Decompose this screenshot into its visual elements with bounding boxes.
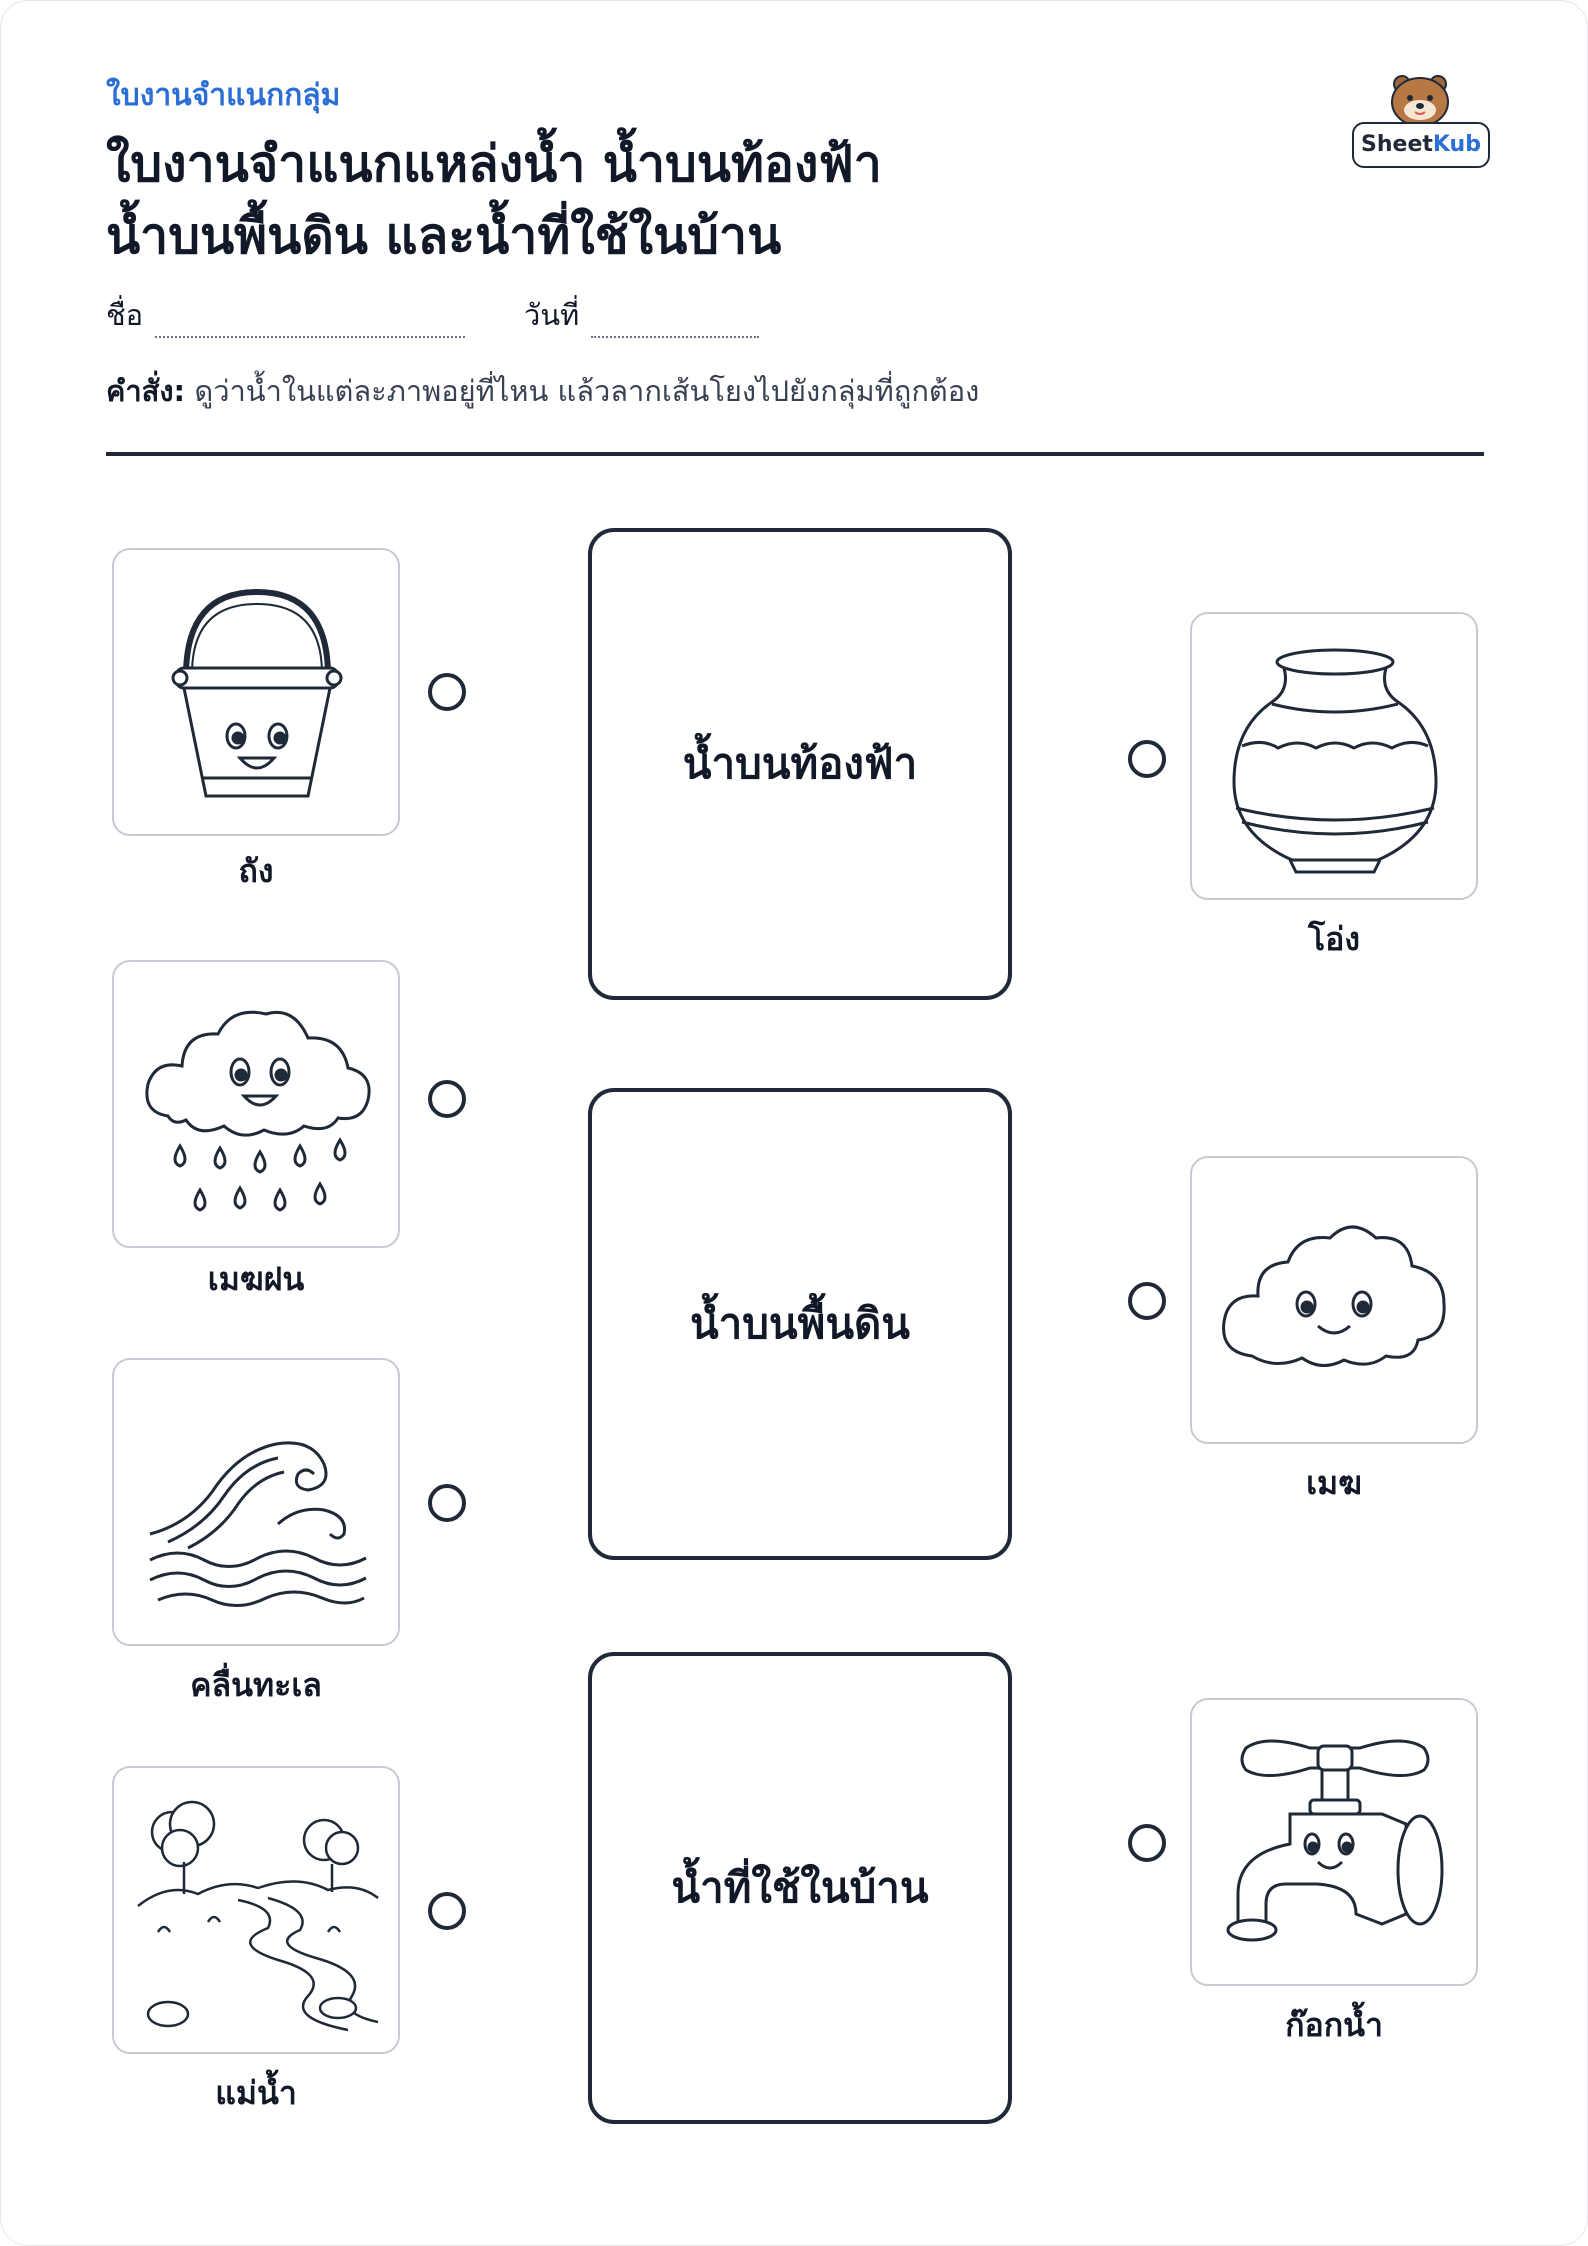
sheetkub-logo [1352, 66, 1488, 166]
title-line-2: น้ำบนพื้นดิน และน้ำที่ใช้ในบ้าน [106, 207, 782, 265]
connector-dot-river[interactable] [428, 1892, 466, 1930]
date-field[interactable] [524, 292, 759, 338]
label-cloud: เมฆ [1306, 1464, 1362, 1502]
name-field[interactable] [106, 292, 465, 338]
logo-badge: SheetKub [1352, 122, 1490, 168]
connector-dot-rain-cloud[interactable] [428, 1080, 466, 1118]
bucket-icon [128, 564, 386, 822]
name-label: ชื่อ [106, 298, 144, 332]
water-jar-icon [1206, 628, 1464, 886]
card-rain-cloud [112, 960, 400, 1248]
faucet-icon [1206, 1714, 1464, 1972]
connector-dot-faucet[interactable] [1128, 1824, 1166, 1862]
group-ground-water[interactable]: น้ำบนพื้นดิน [588, 1088, 1012, 1560]
label-sea-wave: คลื่นทะเล [190, 1666, 322, 1704]
card-river [112, 1766, 400, 2054]
title-line-1: ใบงานจำแนกแหล่งน้ำ น้ำบนท้องฟ้า [106, 135, 882, 193]
connector-dot-cloud[interactable] [1128, 1282, 1166, 1320]
date-label: วันที่ [524, 298, 580, 332]
river-icon [128, 1782, 386, 2040]
card-faucet [1190, 1698, 1478, 1986]
card-sea-wave [112, 1358, 400, 1646]
instruction [106, 368, 979, 414]
instruction-label: คำสั่ง: [106, 374, 186, 408]
group-sky-water[interactable]: น้ำบนท้องฟ้า [588, 528, 1012, 1000]
connector-dot-water-jar[interactable] [1128, 740, 1166, 778]
label-faucet: ก๊อกน้ำ [1285, 2006, 1383, 2044]
cloud-icon [1206, 1172, 1464, 1430]
card-cloud [1190, 1156, 1478, 1444]
rain-cloud-icon [128, 976, 386, 1234]
instruction-text: ดูว่าน้ำในแต่ละภาพอยู่ที่ไหน แล้วลากเส้นโยงไปยังกลุ่มที่ถูกต้อง [194, 374, 980, 408]
connector-dot-bucket[interactable] [428, 673, 466, 711]
group-household-water[interactable]: น้ำที่ใช้ในบ้าน [588, 1652, 1012, 2124]
date-dotted-line[interactable] [591, 332, 759, 338]
label-water-jar: โอ่ง [1307, 920, 1361, 958]
header-divider [106, 452, 1484, 456]
label-river: แม่น้ำ [215, 2074, 297, 2112]
connector-dot-sea-wave[interactable] [428, 1484, 466, 1522]
worksheet-subtitle: ใบงานจำแนกกลุ่ม [106, 78, 341, 113]
card-water-jar [1190, 612, 1478, 900]
otter-mascot-icon [1352, 66, 1488, 126]
card-bucket [112, 548, 400, 836]
sea-wave-icon [128, 1374, 386, 1632]
name-dotted-line[interactable] [155, 332, 465, 338]
label-rain-cloud: เมฆฝน [207, 1260, 305, 1298]
label-bucket: ถัง [238, 852, 274, 890]
worksheet-title [106, 128, 882, 272]
